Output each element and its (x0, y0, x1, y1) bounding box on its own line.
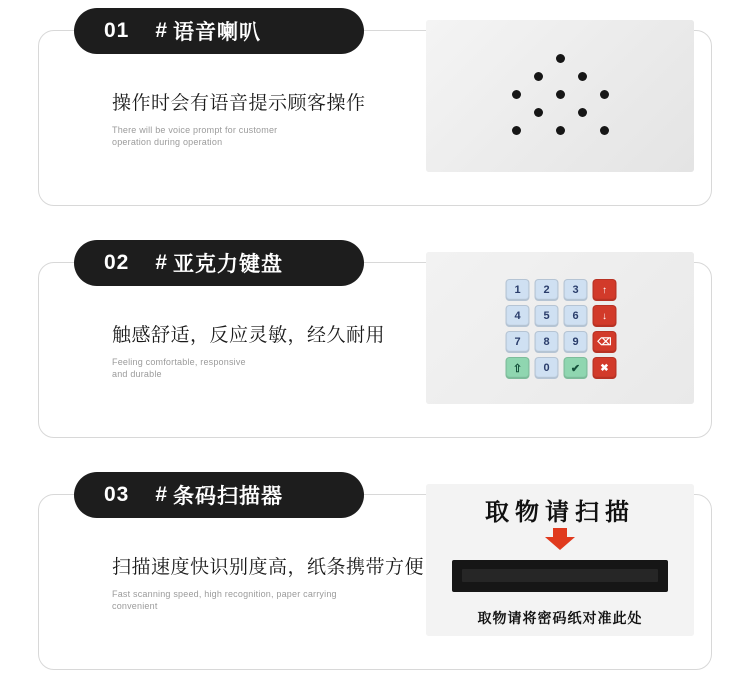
speaker-hole-icon (578, 72, 587, 81)
scanner-slot (452, 560, 668, 592)
speaker-hole-icon (512, 126, 521, 135)
keypad-key-7: 7 (506, 331, 530, 353)
feature-cn-text-03: 扫描速度快识别度高，纸条携带方便 (112, 557, 425, 578)
speaker-hole-icon (556, 126, 565, 135)
speaker-hole-icon (556, 54, 565, 63)
speaker-panel (426, 20, 694, 172)
feature-tag-02 (74, 240, 364, 286)
speaker-hole-icon (578, 108, 587, 117)
feature-cn-text-01: 操作时会有语音提示顾客操作 (112, 93, 366, 114)
arrow-head (545, 537, 575, 550)
speaker-hole-icon (534, 108, 543, 117)
feature-en-line2-02: and durable (112, 369, 162, 379)
scanner-title-text: 取物请扫描 (485, 499, 635, 526)
keypad-key-5: 5 (535, 305, 559, 327)
keypad-key-3: 3 (564, 279, 588, 301)
keypad-key-down-icon: ↓ (593, 305, 617, 327)
feature-number-02: 02 (104, 251, 130, 274)
feature-tag-03 (74, 472, 364, 518)
keypad-panel (426, 252, 694, 404)
feature-en-line1-02: Feeling comfortable, responsive (112, 357, 246, 367)
down-arrow-icon (545, 528, 575, 548)
feature-title-02: 亚克力键盘 (173, 253, 284, 276)
keypad-key-confirm-icon: ✔ (564, 357, 588, 379)
feature-text-01 (112, 90, 442, 148)
feature-en-text-02 (112, 356, 442, 380)
feature-en-text-01 (112, 124, 442, 148)
speaker-hole-icon (556, 90, 565, 99)
feature-cn-text-02: 触感舒适，反应灵敏，经久耐用 (112, 325, 386, 346)
keypad-key-8: 8 (535, 331, 559, 353)
keypad-key-up-icon: ↑ (593, 279, 617, 301)
scanner-caption-text: 取物请将密码纸对准此处 (477, 610, 643, 626)
feature-text-03 (112, 554, 442, 612)
scanner-photo (426, 484, 694, 636)
feature-title-03: 条码扫描器 (173, 485, 284, 508)
speaker-hole-icon (512, 90, 521, 99)
keypad-photo (426, 252, 694, 404)
feature-number-01: 01 (104, 19, 130, 42)
keypad-key-0: 0 (535, 357, 559, 379)
feature-en-line1-01: There will be voice prompt for customer (112, 125, 278, 135)
scanner-panel (426, 484, 694, 636)
feature-tag-01 (74, 8, 364, 54)
feature-en-line2-03: convenient (112, 601, 158, 611)
keypad-grid (506, 279, 615, 377)
feature-en-line1-03: Fast scanning speed, high recognition, paper carrying (112, 589, 337, 599)
hash-icon-02: # (155, 251, 168, 274)
keypad-key-shift-icon: ⇧ (506, 357, 530, 379)
speaker-photo (426, 20, 694, 172)
speaker-hole-icon (600, 126, 609, 135)
feature-number-03: 03 (104, 483, 130, 506)
hash-icon-01: # (155, 19, 168, 42)
keypad-key-4: 4 (506, 305, 530, 327)
feature-text-02 (112, 322, 442, 380)
keypad-key-1: 1 (506, 279, 530, 301)
speaker-hole-icon (534, 72, 543, 81)
feature-title-01: 语音喇叭 (173, 21, 262, 44)
feature-en-line2-01: operation during operation (112, 137, 223, 147)
keypad-key-6: 6 (564, 305, 588, 327)
hash-icon-03: # (155, 483, 168, 506)
keypad-key-2: 2 (535, 279, 559, 301)
feature-en-text-03 (112, 588, 442, 612)
keypad-key-cancel-icon: ✖ (593, 357, 617, 379)
keypad-key-9: 9 (564, 331, 588, 353)
keypad-key-backspace-icon: ⌫ (593, 331, 617, 353)
speaker-hole-icon (600, 90, 609, 99)
